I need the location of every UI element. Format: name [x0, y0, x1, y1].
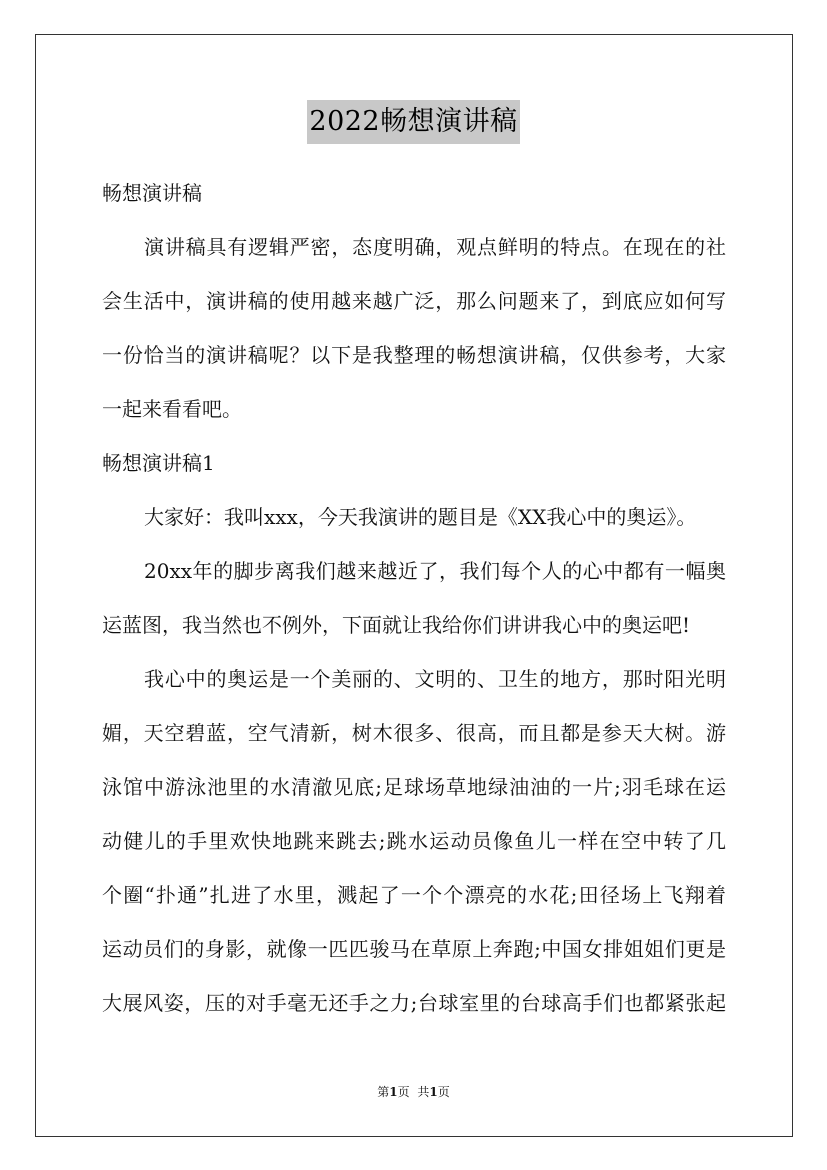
paragraph-line: 泳馆中游泳池里的水清澈见底;足球场草地绿油油的一片;羽毛球在运 — [102, 775, 726, 799]
paragraph-line: 运动员们的身影，就像一匹匹骏马在草原上奔跑;中国女排姐姐们更是 — [102, 937, 726, 961]
page-suffix: 页 — [397, 1085, 410, 1099]
total-prefix: 共 — [417, 1085, 430, 1099]
paragraph-line: 一起来看看吧。 — [102, 397, 242, 421]
paragraph-line: 动健儿的手里欢快地跳来跳去;跳水运动员像鱼儿一样在空中转了几 — [102, 829, 726, 853]
section-heading: 畅想演讲稿 — [102, 181, 202, 205]
page-number: 1 — [389, 1085, 398, 1099]
paragraph-line: 一份恰当的演讲稿呢？以下是我整理的畅想演讲稿，仅供参考，大家 — [102, 343, 726, 367]
section-heading: 畅想演讲稿1 — [102, 451, 215, 475]
paragraph-line: 运蓝图，我当然也不例外，下面就让我给你们讲讲我心中的奥运吧! — [102, 613, 691, 637]
title-container — [0, 100, 827, 144]
page-footer — [0, 1083, 827, 1100]
paragraph-line: 我心中的奥运是一个美丽的、文明的、卫生的地方，那时阳光明 — [144, 667, 726, 691]
document-body — [102, 170, 726, 1034]
document-title: 2022畅想演讲稿 — [307, 100, 519, 144]
paragraph-line: 演讲稿具有逻辑严密，态度明确，观点鲜明的特点。在现在的社 — [144, 235, 726, 259]
page-prefix: 第 — [377, 1085, 390, 1099]
paragraph-line: 大家好：我叫xxx，今天我演讲的题目是《XX我心中的奥运》。 — [144, 505, 697, 529]
total-suffix: 页 — [437, 1085, 450, 1099]
paragraph-line: 大展风姿，压的对手毫无还手之力;台球室里的台球高手们也都紧张起 — [102, 991, 726, 1015]
paragraph-line: 会生活中，演讲稿的使用越来越广泛，那么问题来了，到底应如何写 — [102, 289, 726, 313]
paragraph-line: 个圈“扑通”扎进了水里，溅起了一个个漂亮的水花;田径场上飞翔着 — [102, 883, 726, 907]
paragraph-line: 20xx年的脚步离我们越来越近了，我们每个人的心中都有一幅奥 — [144, 559, 726, 583]
paragraph-line: 媚，天空碧蓝，空气清新，树木很多、很高，而且都是参天大树。游 — [102, 721, 726, 745]
total-pages: 1 — [429, 1085, 438, 1099]
